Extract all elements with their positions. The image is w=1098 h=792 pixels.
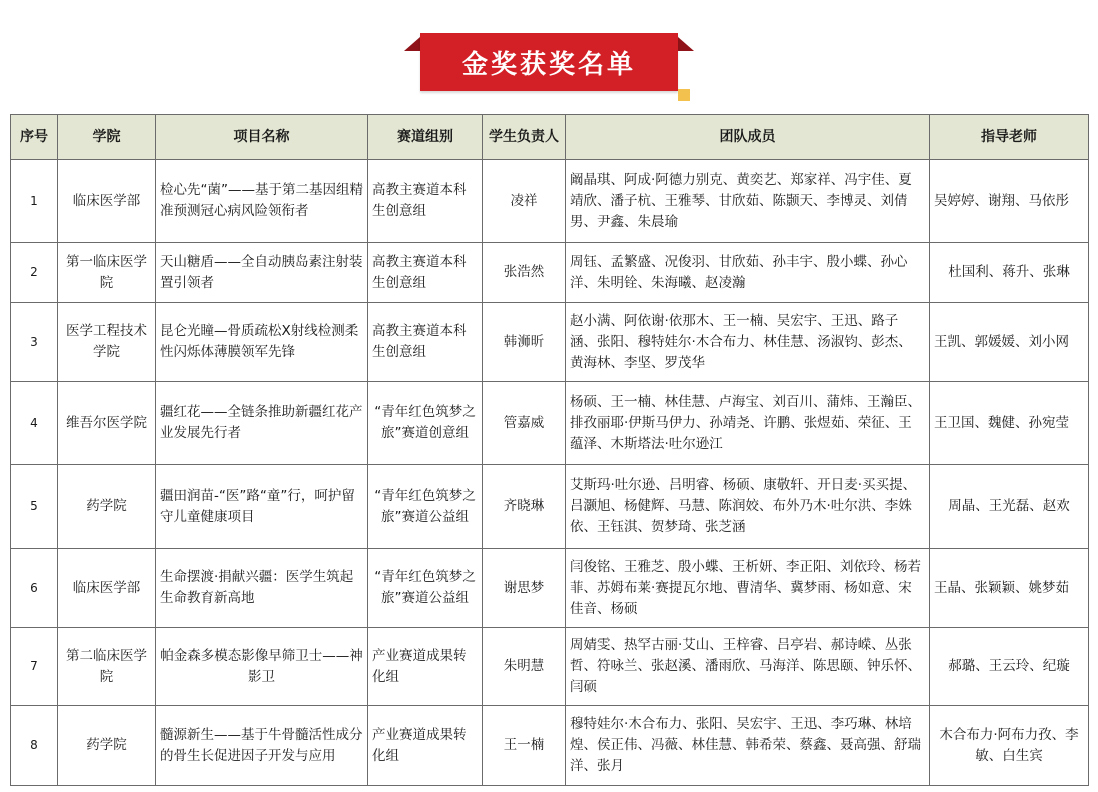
cell-index: 1 (11, 160, 58, 243)
cell-college: 临床医学部 (58, 549, 156, 628)
cell-project: 昆仑光瞳—骨质疏松X射线检测柔性闪烁体薄膜领军先锋 (156, 303, 368, 382)
cell-track: “青年红色筑梦之旅”赛道公益组 (368, 465, 483, 549)
cell-track: 产业赛道成果转化组 (368, 628, 483, 706)
cell-index: 3 (11, 303, 58, 382)
header-leader: 学生负责人 (483, 115, 566, 160)
table-row (11, 243, 1089, 303)
cell-members: 赵小满、阿依谢·依那木、王一楠、吴宏宇、王迅、路子涵、张阳、穆特娃尔·木合布力、林佳慧、汤淑钧、彭杰、黄海林、李坚、罗茂华 (566, 303, 930, 382)
cell-leader: 管嘉威 (483, 382, 566, 465)
cell-track: 高教主赛道本科生创意组 (368, 160, 483, 243)
cell-leader: 齐晓琳 (483, 465, 566, 549)
cell-advisors: 王晶、张颖颖、姚梦茹 (930, 549, 1089, 628)
cell-members: 周钰、孟繁盛、况俊羽、甘欣茹、孙丰宇、殷小蝶、孙心洋、朱明铨、朱海曦、赵凌瀚 (566, 243, 930, 303)
cell-advisors: 王凯、郭媛媛、刘小网 (930, 303, 1089, 382)
cell-advisors: 杜国利、蒋升、张琳 (930, 243, 1089, 303)
table-row (11, 549, 1089, 628)
cell-college: 药学院 (58, 465, 156, 549)
award-table (10, 114, 1089, 786)
cell-members: 艾斯玛·吐尔逊、吕明睿、杨硕、康敬轩、开日麦·买买提、吕灏旭、杨健辉、马慧、陈润姣、布外乃木·吐尔洪、李姝依、王钰淇、贺梦琦、张芝涵 (566, 465, 930, 549)
table-row (11, 706, 1089, 786)
table-row (11, 628, 1089, 706)
cell-index: 6 (11, 549, 58, 628)
cell-leader: 韩浉昕 (483, 303, 566, 382)
header-project: 项目名称 (156, 115, 368, 160)
header-college: 学院 (58, 115, 156, 160)
cell-track: 产业赛道成果转化组 (368, 706, 483, 786)
header-members: 团队成员 (566, 115, 930, 160)
cell-track: 高教主赛道本科生创意组 (368, 243, 483, 303)
cell-advisors: 王卫国、魏健、孙宛莹 (930, 382, 1089, 465)
cell-leader: 谢思梦 (483, 549, 566, 628)
cell-members: 杨硕、王一楠、林佳慧、卢海宝、刘百川、蒲炜、王瀚臣、排孜丽耶·伊斯马伊力、孙靖尧、许鹏、张煜茹、荣征、王蕴泽、木斯塔法·吐尔逊江 (566, 382, 930, 465)
cell-advisors: 吴婷婷、谢翔、马依彤 (930, 160, 1089, 243)
cell-advisors: 郝璐、王云玲、纪璇 (930, 628, 1089, 706)
cell-college: 临床医学部 (58, 160, 156, 243)
header-index: 序号 (11, 115, 58, 160)
ribbon-fold-right (678, 37, 694, 51)
cell-members: 周婧雯、热罕古丽·艾山、王梓睿、吕亭岩、郝诗嵘、丛张哲、符咏兰、张赵溪、潘雨欣、马海洋、陈思颐、钟乐怀、闫硕 (566, 628, 930, 706)
cell-leader: 张浩然 (483, 243, 566, 303)
title-ribbon (420, 33, 678, 91)
cell-advisors: 周晶、王光磊、赵欢 (930, 465, 1089, 549)
cell-index: 7 (11, 628, 58, 706)
cell-members: 阚晶琪、阿成·阿德力别克、黄奕艺、郑家祥、冯宇佳、夏靖欣、潘子杭、王雅琴、甘欣茹、陈颢天、李博灵、刘倩男、尹鑫、朱晨瑜 (566, 160, 930, 243)
cell-project: 疆田润苗-“医”路“童”行，呵护留守儿童健康项目 (156, 465, 368, 549)
cell-project: 髓源新生——基于牛骨髓活性成分的骨生长促进因子开发与应用 (156, 706, 368, 786)
cell-members: 闫俊铭、王雅芝、殷小蝶、王析妍、李正阳、刘依玲、杨若菲、苏姆布莱·赛提瓦尔地、曹清华、冀梦雨、杨如意、宋佳音、杨硕 (566, 549, 930, 628)
cell-project: 生命摆渡·捐献兴疆：医学生筑起生命教育新高地 (156, 549, 368, 628)
cell-members: 穆特娃尔·木合布力、张阳、吴宏宇、王迅、李巧琳、林培煌、侯正伟、冯薇、林佳慧、韩希荣、蔡鑫、聂高强、舒瑞洋、张月 (566, 706, 930, 786)
table-row (11, 382, 1089, 465)
cell-track: 高教主赛道本科生创意组 (368, 303, 483, 382)
cell-college: 维吾尔医学院 (58, 382, 156, 465)
title-banner (404, 31, 694, 101)
cell-college: 第一临床医学院 (58, 243, 156, 303)
header-track: 赛道组别 (368, 115, 483, 160)
cell-project: 检心先“菌”——基于第二基因组精准预测冠心病风险领衔者 (156, 160, 368, 243)
cell-index: 2 (11, 243, 58, 303)
page-title: 金奖获奖名单 (461, 49, 636, 80)
cell-project: 疆红花——全链条推助新疆红花产业发展先行者 (156, 382, 368, 465)
cell-track: “青年红色筑梦之旅”赛道公益组 (368, 549, 483, 628)
table-row (11, 160, 1089, 243)
table-row (11, 303, 1089, 382)
table-row (11, 465, 1089, 549)
cell-project: 帕金森多模态影像早筛卫士——神影卫 (156, 628, 368, 706)
table-header-row (11, 115, 1089, 160)
cell-college: 药学院 (58, 706, 156, 786)
cell-index: 5 (11, 465, 58, 549)
header-advisors: 指导老师 (930, 115, 1089, 160)
ribbon-fold-left (404, 37, 420, 51)
cell-leader: 王一楠 (483, 706, 566, 786)
cell-project: 天山糖盾——全自动胰岛素注射装置引领者 (156, 243, 368, 303)
cell-college: 第二临床医学院 (58, 628, 156, 706)
cell-college: 医学工程技术学院 (58, 303, 156, 382)
cell-leader: 凌祥 (483, 160, 566, 243)
accent-square (678, 89, 690, 101)
cell-track: “青年红色筑梦之旅”赛道创意组 (368, 382, 483, 465)
cell-advisors: 木合布力·阿布力孜、李敏、白生宾 (930, 706, 1089, 786)
cell-index: 8 (11, 706, 58, 786)
cell-index: 4 (11, 382, 58, 465)
cell-leader: 朱明慧 (483, 628, 566, 706)
